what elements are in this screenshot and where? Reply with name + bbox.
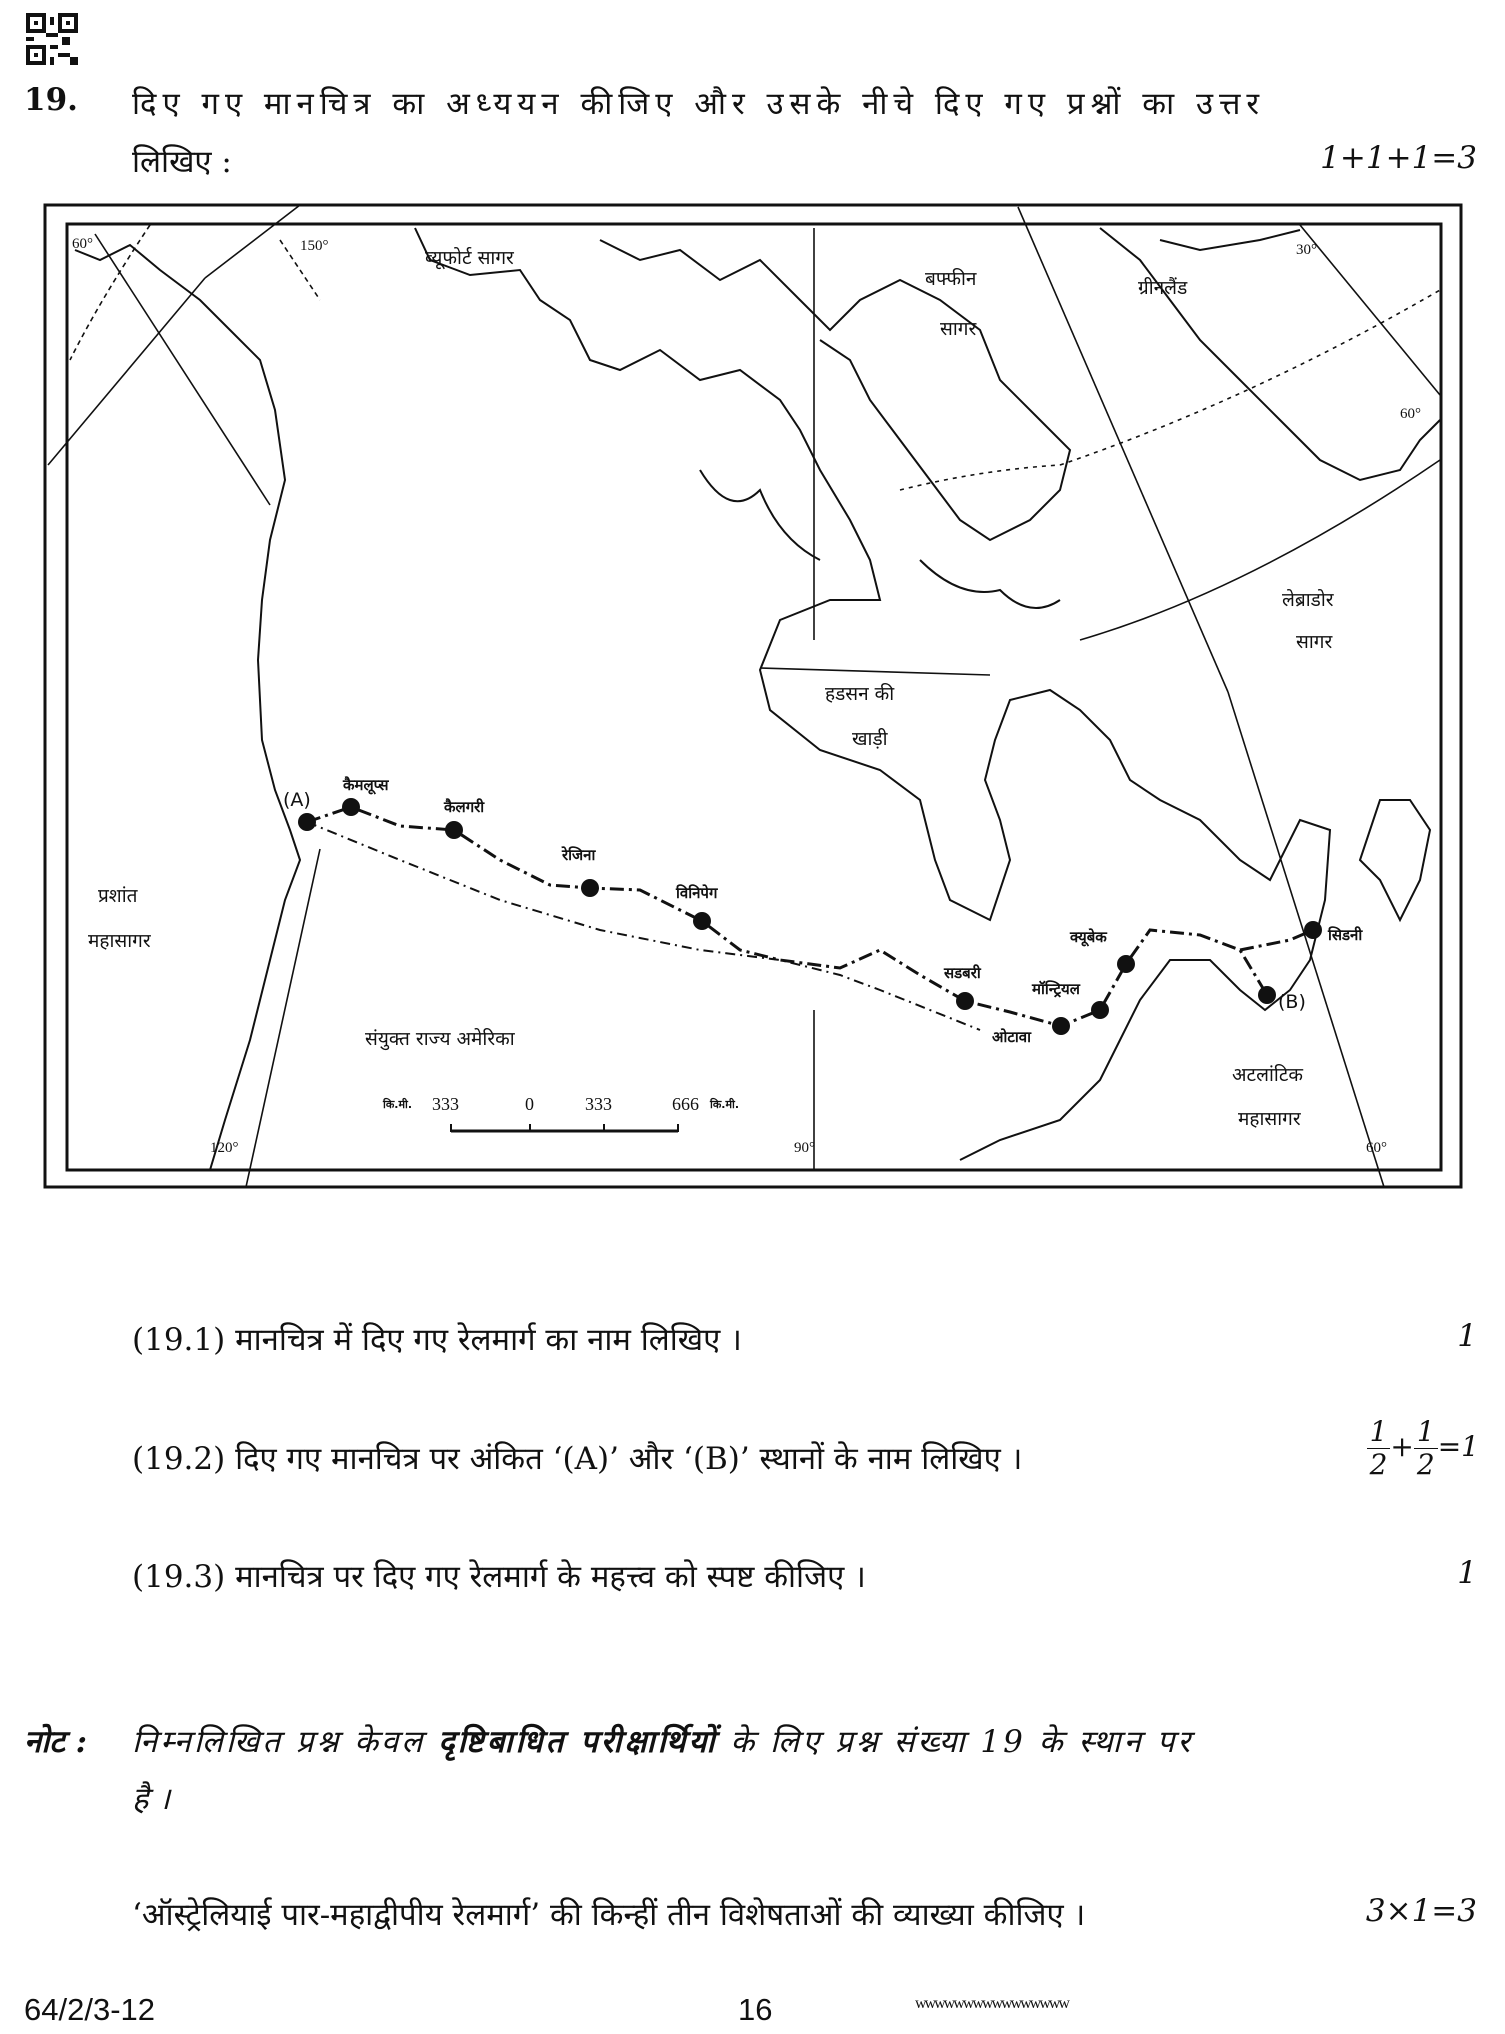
subquestion-19-3-marks: 1 bbox=[1457, 1555, 1477, 1591]
alternate-question-marks: 3×1=3 bbox=[1365, 1893, 1477, 1929]
label-hudson-bay-2: खाड़ी bbox=[852, 728, 888, 750]
city-dot-kamloops bbox=[342, 798, 360, 816]
city-label-montreal: मॉन्ट्रियल bbox=[1032, 980, 1080, 998]
scale-tick-0: 0 bbox=[525, 1094, 534, 1114]
label-beaufort-sea: ब्यूफोर्ट सागर bbox=[425, 247, 514, 269]
note-line1: निम्नलिखित प्रश्न केवल दृष्टिबाधित परीक्षार्थियों के लिए प्रश्न संख्या 19 के स्थान पर bbox=[132, 1724, 1194, 1760]
alternate-question: ‘ऑस्ट्रेलियाई पार-महाद्वीपीय रेलमार्ग’ की किन्हीं तीन विशेषताओं की व्याख्या कीजिए । bbox=[132, 1897, 1086, 1933]
paper-code: 64/2/3-12 bbox=[24, 1992, 155, 2027]
subquestion-19-3: (19.3) मानचित्र पर दिए गए रेलमार्ग के महत्त्व को स्पष्ट कीजिए । bbox=[132, 1559, 866, 1595]
scale-unit-left: कि.मी. bbox=[383, 1098, 413, 1111]
note-label: नोट : bbox=[24, 1724, 88, 1760]
city-label-regina: रेजिना bbox=[562, 846, 596, 864]
scale-unit-right: कि.मी. bbox=[710, 1098, 740, 1111]
scale-bar bbox=[382, 1094, 739, 1132]
label-baffin-sea-2: सागर bbox=[940, 318, 977, 340]
degree-label-30: 30° bbox=[1296, 242, 1317, 258]
label-pacific-2: महासागर bbox=[88, 930, 151, 952]
city-label-calgary: कैलगरी bbox=[444, 798, 485, 816]
city-label-quebec: क्यूबेक bbox=[1070, 928, 1107, 946]
city-dot-regina bbox=[581, 879, 599, 897]
graticule bbox=[48, 205, 1440, 1187]
label-labrador-sea-1: लेब्राडोर bbox=[1282, 589, 1334, 611]
degree-label-60-right: 60° bbox=[1400, 406, 1421, 422]
scale-tick-333-left: 333 bbox=[432, 1094, 459, 1114]
city-dot-sudbury bbox=[956, 992, 974, 1010]
label-hudson-bay-1: हडसन की bbox=[825, 683, 895, 705]
city-label-sudbury: सडबरी bbox=[944, 964, 981, 982]
degree-label-60-topleft: 60° bbox=[72, 236, 93, 252]
label-atlantic-2: महासागर bbox=[1238, 1108, 1301, 1130]
scale-tick-666: 666 bbox=[672, 1094, 699, 1114]
question-text-line2: लिखिए : bbox=[132, 144, 232, 180]
city-dot-montreal bbox=[1091, 1001, 1109, 1019]
city-label-b: (B) bbox=[1278, 991, 1306, 1013]
subquestion-19-2: (19.2) दिए गए मानचित्र पर अंकित ‘(A)’ और ‘(B)’ स्थानों के नाम लिखिए । bbox=[132, 1441, 1023, 1477]
city-dot-ottawa bbox=[1052, 1017, 1070, 1035]
railway-route bbox=[307, 807, 1313, 1026]
scale-tick-333: 333 bbox=[585, 1094, 612, 1114]
city-label-a: (A) bbox=[283, 789, 311, 811]
border-line bbox=[307, 822, 980, 1030]
city-dot-b bbox=[1258, 986, 1276, 1004]
label-greenland: ग्रीनलैंड bbox=[1138, 277, 1188, 299]
map-outer-frame bbox=[45, 205, 1461, 1187]
question-marks: 1+1+1=3 bbox=[1320, 140, 1477, 176]
city-label-ottawa: ओटावा bbox=[992, 1028, 1032, 1046]
city-label-sydney: सिडनी bbox=[1328, 926, 1363, 944]
degree-label-120: 120° bbox=[210, 1140, 239, 1156]
city-dots bbox=[298, 798, 1322, 1035]
question-number: 19. bbox=[24, 82, 78, 118]
label-usa: संयुक्त राज्य अमेरिका bbox=[365, 1028, 515, 1050]
map-inner-frame bbox=[67, 224, 1441, 1170]
degree-label-150: 150° bbox=[300, 238, 329, 254]
city-dot-a bbox=[298, 813, 316, 831]
label-pacific-1: प्रशांत bbox=[98, 885, 138, 907]
label-baffin-sea-1: बफ्फीन bbox=[925, 268, 977, 290]
page-number: 16 bbox=[738, 1992, 773, 2027]
city-dot-calgary bbox=[445, 821, 463, 839]
city-label-kamloops: कैमलूप्स bbox=[343, 776, 389, 794]
degree-label-90: 90° bbox=[794, 1140, 815, 1156]
city-label-winnipeg: विनिपेग bbox=[676, 884, 718, 902]
label-labrador-sea-2: सागर bbox=[1296, 631, 1333, 653]
degree-label-60-bottom: 60° bbox=[1366, 1140, 1387, 1156]
city-dot-quebec bbox=[1117, 955, 1135, 973]
subquestion-19-1: (19.1) मानचित्र में दिए गए रेलमार्ग का नाम लिखिए । bbox=[132, 1322, 742, 1358]
note-line2: है । bbox=[132, 1781, 171, 1817]
city-dot-winnipeg bbox=[693, 912, 711, 930]
city-dot-sydney bbox=[1304, 921, 1322, 939]
coastline bbox=[75, 228, 1440, 1170]
subquestion-19-1-marks: 1 bbox=[1457, 1318, 1477, 1354]
subquestion-19-2-marks: $\frac{1}{2}$ + $\frac{1}{2}$ =1 bbox=[1367, 1418, 1479, 1479]
question-text-line1: दिए गए मानचित्र का अध्ययन कीजिए और उसके नीचे दिए गए प्रश्नों का उत्तर bbox=[132, 86, 1266, 122]
squiggle-line: wwwwwwwwwwwwwwww bbox=[915, 1995, 1068, 2012]
label-atlantic-1: अटलांटिक bbox=[1232, 1064, 1303, 1086]
